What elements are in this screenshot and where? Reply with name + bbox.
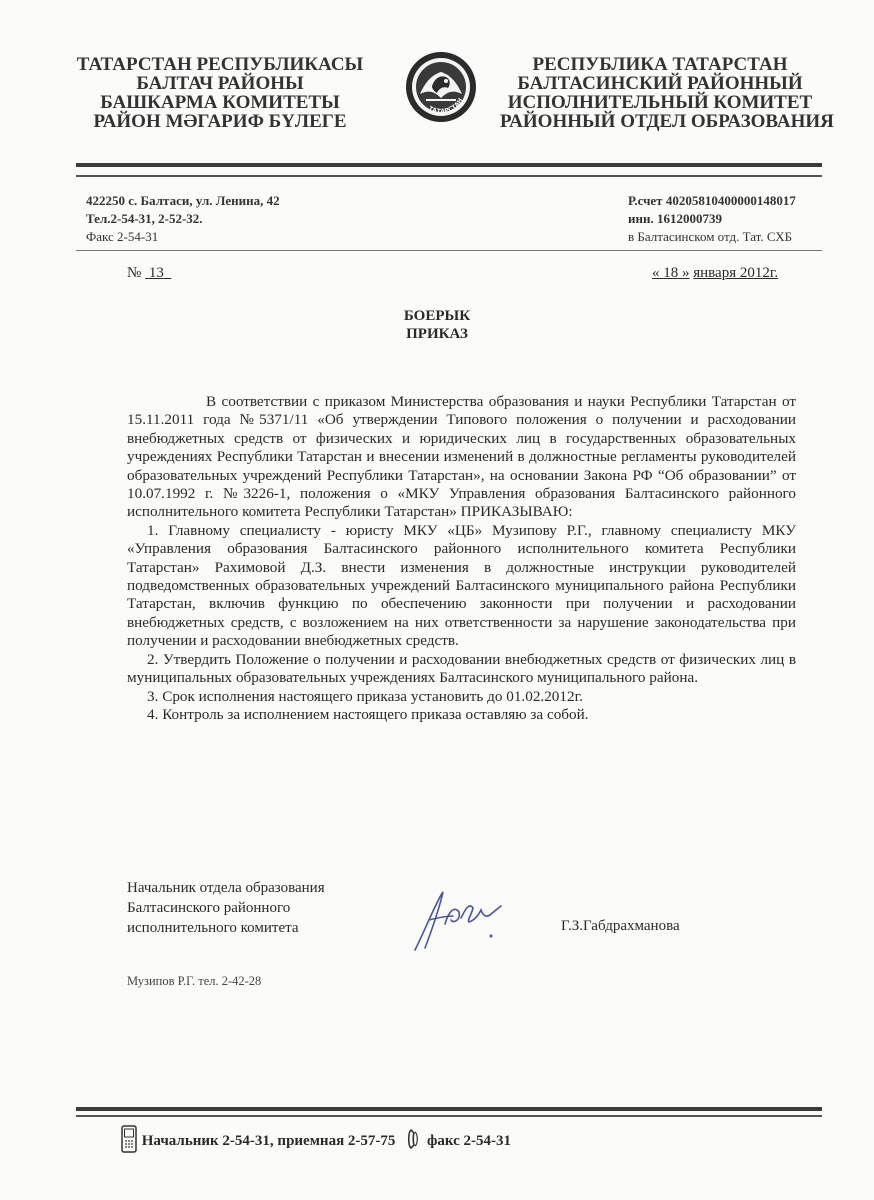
phone-handset-icon	[407, 1128, 423, 1155]
mobile-phone-icon	[120, 1124, 138, 1159]
footer-phones: Начальник 2-54-31, приемная 2-57-75	[141, 1133, 396, 1149]
header-right-block	[500, 54, 834, 132]
footer-contacts	[120, 1124, 511, 1159]
body-item-4: 4. Контроль за исполнением настоящего приказа оставляю за собой.	[147, 705, 589, 723]
order-number	[127, 265, 171, 282]
order-number-digits: 13	[148, 265, 164, 281]
date-day-digits: 18	[663, 265, 679, 281]
handwritten-signature	[395, 880, 525, 960]
body-intro: В соответствии с приказом Министерства образования и науки Республики Татарстан от 15.11.2011 года №5371/11 «Об утверждении Типового положения о получении и расходовании внебюджетных средств от физических и юридических лиц в государственных образовательных учреждениях Республики Татарстан и внесении изменений в должностные регламенты руководителей образовательных учреждений Республики Татарстан», на основании Закона РФ “Об образовании” от 10.07.1992 г. №3226-1, положения о «МКУ Управления образования Балтасинского районного исполнительного комитета Республики Татарстан» ПРИКАЗЫВАЮ:	[127, 393, 796, 521]
order-date-day	[652, 265, 690, 281]
document-title	[0, 307, 874, 343]
inn-line: инн. 1612000739	[628, 211, 722, 226]
header-left-line-4: РАЙОН МӘГАРИФ БҮЛЕГЕ	[93, 111, 347, 132]
signatory-title-line-2: Балтасинского районного	[127, 900, 291, 916]
header-left-block	[70, 55, 370, 131]
body-item-3: 3. Срок исполнения настоящего приказа установить до 01.02.2012г.	[147, 687, 583, 705]
date-open-quote: «	[652, 265, 660, 281]
tatarstan-emblem-icon	[404, 50, 478, 124]
bank-line: в Балтасинском отд. Тат. СХБ	[628, 229, 793, 244]
order-number-label: №	[127, 265, 142, 281]
emblem-caption: ТАТАРСТАН	[427, 97, 465, 116]
order-date	[652, 265, 778, 282]
order-body	[127, 393, 796, 724]
header-rule-thick	[76, 163, 822, 167]
header-right-line-2: БАЛТАСИНСКИЙ РАЙОННЫЙ	[517, 73, 803, 94]
address-line: 422250 с. Балтаси, ул. Ленина, 42	[86, 193, 280, 208]
contacts-rule	[76, 250, 822, 251]
body-item-1: 1. Главному специалисту - юристу МКУ «ЦБ» Музипову Р.Г., главному специалисту МКУ «Управления образования Балтасинского районного исполнительного комитета Республики Татарстан» Рахимовой Д.З. внести изменения в должностные инструкции руководителей подведомственных образовательных учреждений Балтасинского муниципального района Республики Татарстан, включив функцию по обеспечению законности при получении и расходовании внебюджетных средств, с возложением на них ответственности за нарушение законодательства при получении и расходовании внебюджетных средств.	[127, 521, 796, 650]
header-right-line-3: ИСПОЛНИТЕЛЬНЫЙ КОМИТЕТ	[507, 92, 813, 113]
footer-rule-thin	[76, 1115, 822, 1117]
order-date-rest: января 2012г.	[693, 265, 779, 281]
executor-note: Музипов Р.Г. тел. 2-42-28	[127, 974, 262, 988]
fax-line: Факс 2-54-31	[86, 229, 159, 244]
header-right-line-1: РЕСПУБЛИКА ТАТАРСТАН	[532, 54, 788, 75]
header-rule-thin	[76, 175, 822, 177]
title-tatar: БОЕРЫК	[403, 308, 471, 324]
phone-line: Тел.2-54-31, 2-52-32.	[86, 211, 203, 226]
header-left-line-3: БАШКАРМА КОМИТЕТЫ	[100, 92, 340, 113]
signatory-title-line-3: исполнительного комитета	[127, 920, 299, 936]
footer-rule-thick	[76, 1107, 822, 1111]
signatory-title-line-1: Начальник отдела образования	[127, 880, 325, 896]
order-number-value	[145, 265, 171, 281]
header-right-line-4: РАЙОННЫЙ ОТДЕЛ ОБРАЗОВАНИЯ	[500, 111, 834, 132]
account-line: Р.счет 40205810400000148017	[628, 193, 796, 208]
date-close-quote: »	[682, 265, 690, 281]
footer-fax: факс 2-54-31	[426, 1133, 511, 1149]
signatory-title	[127, 878, 325, 938]
header-left-line-1: ТАТАРСТАН РЕСПУБЛИКАСЫ	[76, 54, 364, 75]
body-item-2: 2. Утвердить Положение о получении и расходовании внебюджетных средств от физических лиц в муниципальных образовательных учреждениях Балтасинского муниципального района.	[127, 650, 796, 687]
signatory-name: Г.З.Габдрахманова	[561, 918, 680, 934]
header-left-line-2: БАЛТАЧ РАЙОНЫ	[136, 73, 304, 94]
title-russian: ПРИКАЗ	[406, 326, 468, 342]
contact-right-block	[628, 192, 796, 246]
contact-left-block	[86, 192, 280, 246]
